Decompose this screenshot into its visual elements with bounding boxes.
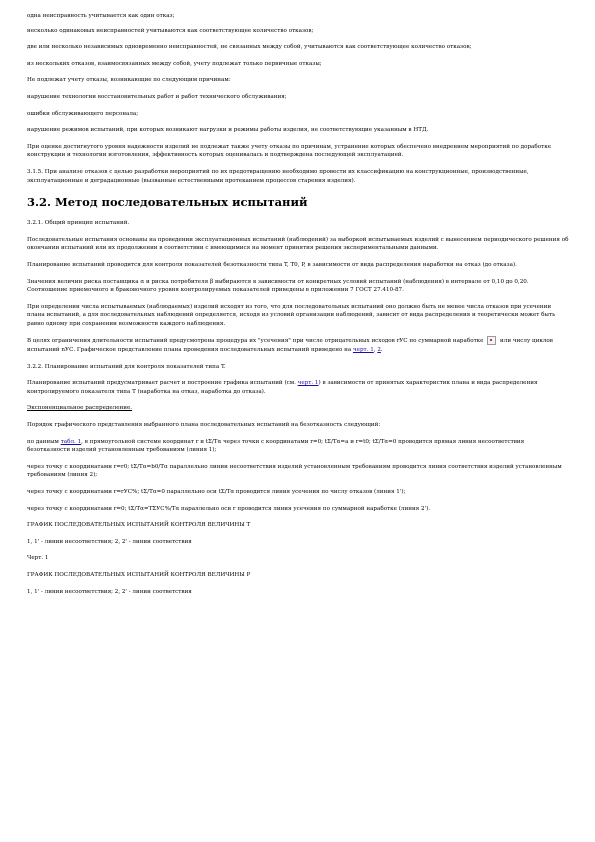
paragraph — [27, 336, 569, 354]
paragraph: Планирование испытаний проводится для контроля показателей безотказности типа T, T0, P, в зависимости от вида распределения наработки на отказ (до отказа). — [27, 261, 517, 268]
paragraph: При оценке достигнутого уровня надежности изделий не подлежат также учету отказы по причинам, устранение которых обеспечено внедрением мероприятий по доработке конструкции и технологии изготовления, эффективность которых оценивалась и подтверждена последующей эксплуатацией. — [27, 143, 552, 159]
paragraph: две или несколько независимых одновременно неисправностей, не связанных между собой, учитываются как соответствующее количество отказов; — [27, 44, 472, 51]
text-run: по данным — [27, 438, 59, 445]
text-run: В целях ограничения длительности испытаний предусмотрена процедура их "усечения" при числе отрицательных исходов rУС по суммарной наработке — [27, 338, 484, 345]
paragraph: 3.2.2. Планирование испытаний для контроля показателей типа T. — [27, 363, 226, 370]
figure-legend: 1, 1' - линии несоответствия; 2, 2' - линии соответствия — [27, 588, 192, 595]
paragraph: При определении числа испытываемых (наблюдаемых) изделий исходят из того, что для последовательных испытаний оно должно быть не менее числа отказов при усечении плана испытаний, а для последовательных наблюдений определяется, исходя из условий организации наблюдений, зависит от вида распределения и теоретически может быть равно одному при сохранении возможности каждого наблюдения. — [27, 303, 556, 327]
paragraph: через точку с координатами r=r0; tΣ/Tα=b0/Tα параллельно линии несоответствия изделий установленным требованиям проводится линия соответствия изделий установленным требованиям (линия 2); — [27, 463, 562, 479]
text-run: Планирование испытаний предусматривает расчет и построение графика испытаний (см. — [27, 380, 296, 387]
paragraph: из нескольких отказов, взаимосвязанных между собой, учету подлежат только первичные отказы; — [27, 60, 322, 67]
paragraph — [27, 438, 569, 455]
text-run: . — [380, 347, 383, 354]
text-run: ) в зависимости от принятых характеристик плана и вида распределения контролируемого показателя типа T (наработка на отказ, наработка до отказа). — [27, 380, 538, 395]
formula-image-icon — [487, 336, 496, 345]
text-run: , в прямоугольной системе координат r и tΣ/Tα через точки с координатами r=0; tΣ/Tα=a и r=t0; tΣ/Tα=0 проводится прямая линия несоответствия безотказности изделий установленным требованиям (линия 1); — [27, 438, 525, 454]
link-table-1[interactable]: табл. 1 — [60, 438, 82, 445]
paragraph: несколько одинаковых неисправностей учитываются как соответствующее количество отказов; — [27, 27, 314, 34]
figure-number: Черт. 1 — [27, 555, 49, 562]
paragraph: через точку с координатами r=rУС%; tΣ/Tα=0 параллельно оси tΣ/Tα проводится линия усечения по числу отказов (линия 1'); — [27, 489, 406, 495]
link-figure-1[interactable]: черт. 1 — [352, 347, 374, 354]
figure-title: ГРАФИК ПОСЛЕДОВАТЕЛЬНЫХ ИСПЫТАНИЙ КОНТРОЛЯ ВЕЛИЧИНЫ P — [27, 571, 251, 578]
paragraph: нарушение режимов испытаний, при которых возникают нагрузки и режимы работы изделия, не соответствующие указанным в НТД. — [27, 127, 429, 134]
paragraph: Значения величин риска поставщика α и риска потребителя β выбираются в зависимости от конкретных условий испытаний (наблюдения) в интервале от 0,10 до 0,20. Соотношение приемочного и браковочного уровня контролируемых показателей приведены в приложении 7 ГОСТ 27.410-87. — [27, 278, 529, 294]
paragraph: нарушение технологии восстановительных работ и работ технического обслуживания; — [27, 93, 287, 100]
subheading-exponential: Экспоненциальное распределение. — [27, 405, 133, 412]
paragraph: через точку с координатами r=0; tΣ/Tα=TΣУС%/Tα параллельно оси r проводится линия усечения по суммарной наработке (линия 2'). — [27, 505, 431, 512]
paragraph — [27, 379, 569, 396]
link-figure-1[interactable]: черт. 1 — [297, 380, 319, 387]
figure-title: ГРАФИК ПОСЛЕДОВАТЕЛЬНЫХ ИСПЫТАНИЙ КОНТРОЛЯ ВЕЛИЧИНЫ T — [27, 522, 251, 529]
paragraph: одна неисправность учитывается как один отказ; — [27, 13, 175, 19]
paragraph: Последовательные испытания основаны на проведении эксплуатационных испытаний (наблюдений) за выборкой испытываемых изделий с вынесением периодического решения об окончании испытаний или их продолжении в соответствии с имеющимися на момент принятия решения экспериментальными данными. — [27, 236, 569, 252]
text-run: , — [373, 347, 376, 354]
paragraph: 3.2.1. Общий принцип испытаний. — [27, 220, 130, 227]
section-heading: 3.2. Метод последовательных испытаний — [27, 195, 308, 210]
figure-legend: 1, 1' - линии несоответствия; 2, 2' - линии соответствия — [27, 538, 192, 545]
paragraph: Не подлежат учету отказы, возникающие по следующим причинам: — [27, 77, 231, 84]
link-figure-2[interactable]: 2 — [377, 347, 381, 354]
paragraph: ошибки обслуживающего персонала; — [27, 110, 139, 117]
text-run: или числу циклов испытаний nУС. Графическое представление плана проведения последовательных испытаний приведено на — [27, 338, 553, 354]
paragraph: 3.1.5. При анализе отказов с целью разработки мероприятий по их предотвращению необходимо провести их классификацию на конструкционные, производственные, эксплуатационные и деградационные (вызванные естественными протеканием процессов старения изделия). — [27, 168, 529, 184]
paragraph: Порядок графического представления выбранного плана последовательных испытаний на безотказность следующий: — [27, 422, 381, 429]
